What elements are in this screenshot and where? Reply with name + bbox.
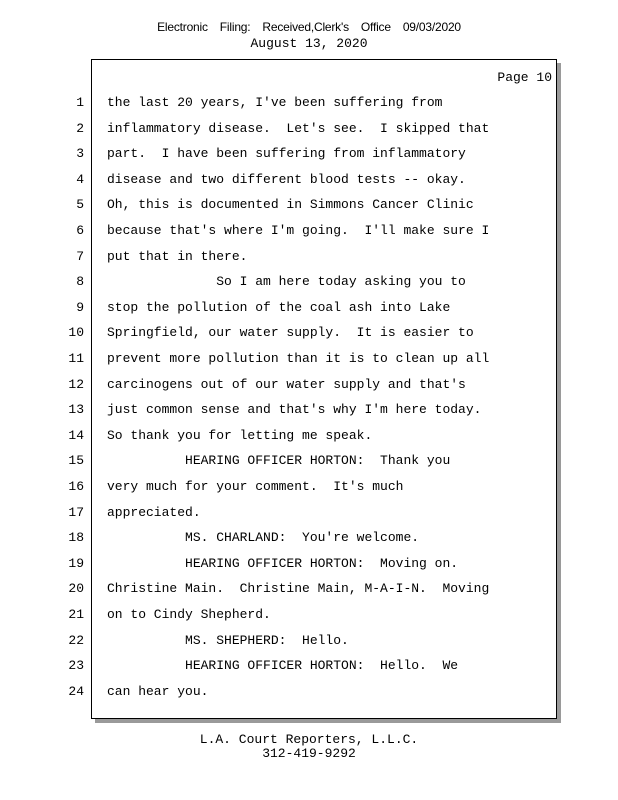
line-number: 7 <box>76 248 84 264</box>
stamp-received-clerks: Received,Clerk's <box>262 20 349 34</box>
line-number: 24 <box>68 683 84 699</box>
transcript-line: MS. SHEPHERD: Hello. <box>107 632 349 648</box>
page-number: Page 10 <box>497 70 552 85</box>
line-number: 15 <box>68 453 84 469</box>
stamp-electronic: Electronic <box>157 20 208 34</box>
transcript-line: HEARING OFFICER HORTON: Thank you <box>107 453 451 469</box>
footer <box>0 733 618 761</box>
transcript-line: put that in there. <box>107 248 248 264</box>
transcript-date: August 13, 2020 <box>250 36 368 51</box>
transcript-line: MS. CHARLAND: You're welcome. <box>107 530 420 546</box>
line-number: 1 <box>76 95 84 110</box>
transcript-line: stop the pollution of the coal ash into Lake <box>107 299 451 315</box>
stamp-filing: Filing: <box>219 20 251 34</box>
transcript-line: So I am here today asking you to <box>107 274 466 290</box>
line-number: 5 <box>76 197 84 213</box>
transcript-line: prevent more pollution than it is to clean up all <box>107 351 490 366</box>
transcript-line: So thank you for letting me speak. <box>107 427 373 443</box>
line-number: 3 <box>76 146 84 162</box>
transcript-line: Christine Main. Christine Main, M-A-I-N. Moving <box>107 581 490 597</box>
reporter-company: L.A. Court Reporters, L.L.C. <box>199 732 419 747</box>
transcript-line: can hear you. <box>107 683 209 699</box>
line-number: 10 <box>68 325 84 341</box>
transcript-line: Springfield, our water supply. It is easier to <box>107 325 474 341</box>
transcript-line: just common sense and that's why I'm here today. <box>107 402 482 418</box>
transcript-line: HEARING OFFICER HORTON: Hello. We <box>107 658 459 674</box>
transcript-line: carcinogens out of our water supply and that's <box>107 376 466 392</box>
transcript-line: very much for your comment. It's much <box>107 479 404 494</box>
line-number: 12 <box>68 376 84 392</box>
transcript-line: Oh, this is documented in Simmons Cancer Clinic <box>107 197 474 213</box>
transcript-line: on to Cindy Shepherd. <box>107 607 271 622</box>
transcript-line: disease and two different blood tests -- okay. <box>107 171 466 187</box>
line-number: 9 <box>76 299 84 315</box>
line-number: 14 <box>68 427 84 443</box>
transcript-line: because that's where I'm going. I'll make sure I <box>107 223 490 238</box>
stamp-office: Office <box>360 20 391 34</box>
reporter-phone: 312-419-9292 <box>262 746 356 761</box>
line-number: 11 <box>68 351 84 366</box>
transcript-line: part. I have been suffering from inflammatory <box>107 146 466 162</box>
line-number: 18 <box>68 530 84 546</box>
stamp-date: 09/03/2020 <box>402 20 461 34</box>
transcript-line: HEARING OFFICER HORTON: Moving on. <box>107 555 459 571</box>
transcript-line: the last 20 years, I've been suffering from <box>107 95 443 110</box>
line-number: 17 <box>68 504 84 520</box>
line-number: 22 <box>68 632 84 648</box>
line-number: 23 <box>68 658 84 674</box>
line-number: 21 <box>68 607 84 622</box>
filing-stamp <box>0 20 618 34</box>
line-number: 4 <box>76 171 84 187</box>
line-number: 20 <box>68 581 84 597</box>
line-number: 16 <box>68 479 84 494</box>
line-number: 8 <box>76 274 84 290</box>
line-number: 2 <box>76 120 84 136</box>
line-number: 6 <box>76 223 84 238</box>
line-number: 19 <box>68 555 84 571</box>
line-number: 13 <box>68 402 84 418</box>
transcript-line: appreciated. <box>107 504 201 520</box>
transcript-line: inflammatory disease. Let's see. I skipped that <box>107 120 490 136</box>
